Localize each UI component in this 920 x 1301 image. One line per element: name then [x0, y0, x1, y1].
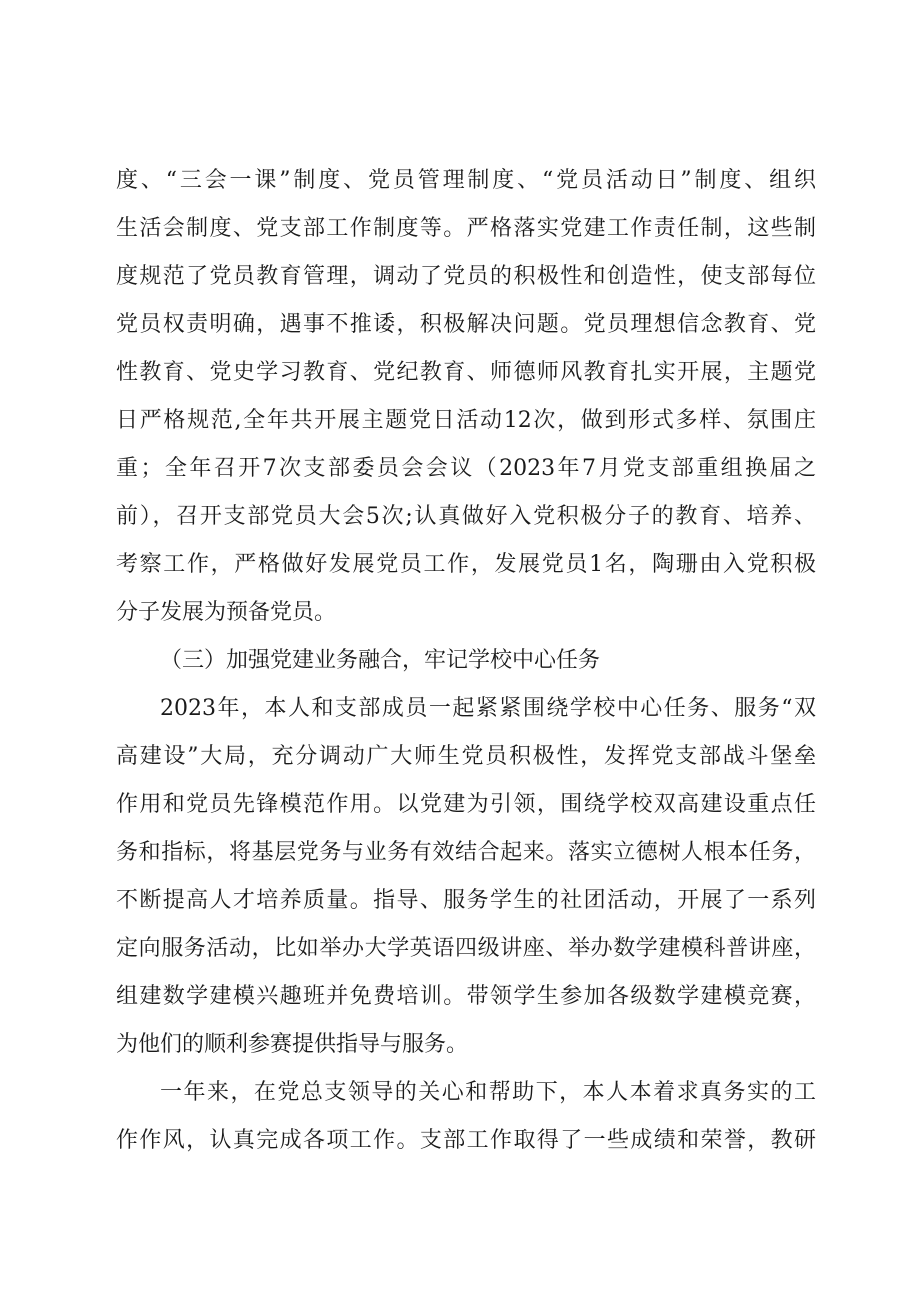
paragraph-line: 为他们的顺利参赛提供指导与服务。 — [116, 1032, 469, 1057]
paragraph-line: 作用和党员先锋模范作用。以党建为引领，围绕学校双高建设重点任 — [116, 792, 816, 817]
paragraph-line: 作作风，认真完成各项工作。支部工作取得了一些成绩和荣誉，教研 — [116, 1128, 816, 1153]
paragraph-line: 分子发展为预备党员。 — [116, 600, 337, 625]
paragraph-line: 不断提高人才培养质量。指导、服务学生的社团活动，开展了一系列 — [116, 888, 816, 913]
paragraph-line: 性教育、党史学习教育、党纪教育、师德师风教育扎实开展，主题党 — [116, 360, 816, 385]
paragraph-line: 日严格规范,全年共开展主题党日活动12次，做到形式多样、氛围庄 — [116, 408, 816, 433]
paragraph-line: 一年来，在党总支领导的关心和帮助下，本人本着求真务实的工 — [160, 1080, 816, 1105]
paragraph-line: 定向服务活动，比如举办大学英语四级讲座、举办数学建模科普讲座， — [116, 936, 816, 961]
paragraph-line: 前），召开支部党员大会5次;认真做好入党积极分子的教育、培养、 — [116, 504, 816, 529]
section-heading: （三）加强党建业务融合，牢记学校中心任务 — [160, 648, 601, 673]
paragraph-line: 高建设”大局，充分调动广大师生党员积极性，发挥党支部战斗堡垒 — [116, 744, 816, 769]
paragraph-line: 生活会制度、党支部工作制度等。严格落实党建工作责任制，这些制 — [116, 216, 816, 241]
paragraph-line: 党员权责明确，遇事不推诿，积极解决问题。党员理想信念教育、党 — [116, 312, 816, 337]
paragraph-line: 务和指标，将基层党务与业务有效结合起来。落实立德树人根本任务， — [116, 840, 816, 865]
paragraph-line: 度规范了党员教育管理，调动了党员的积极性和创造性，使支部每位 — [116, 264, 816, 289]
paragraph-line: 2023年，本人和支部成员一起紧紧围绕学校中心任务、服务“双 — [160, 696, 816, 721]
paragraph-line: 组建数学建模兴趣班并免费培训。带领学生参加各级数学建模竞赛， — [116, 984, 816, 1009]
paragraph-line: 度、“三会一课”制度、党员管理制度、“党员活动日”制度、组织 — [116, 168, 816, 193]
paragraph-line: 重；全年召开7次支部委员会会议（2023年7月党支部重组换届之 — [116, 456, 816, 481]
paragraph-line: 考察工作，严格做好发展党员工作，发展党员1名，陶珊由入党积极 — [116, 552, 816, 577]
